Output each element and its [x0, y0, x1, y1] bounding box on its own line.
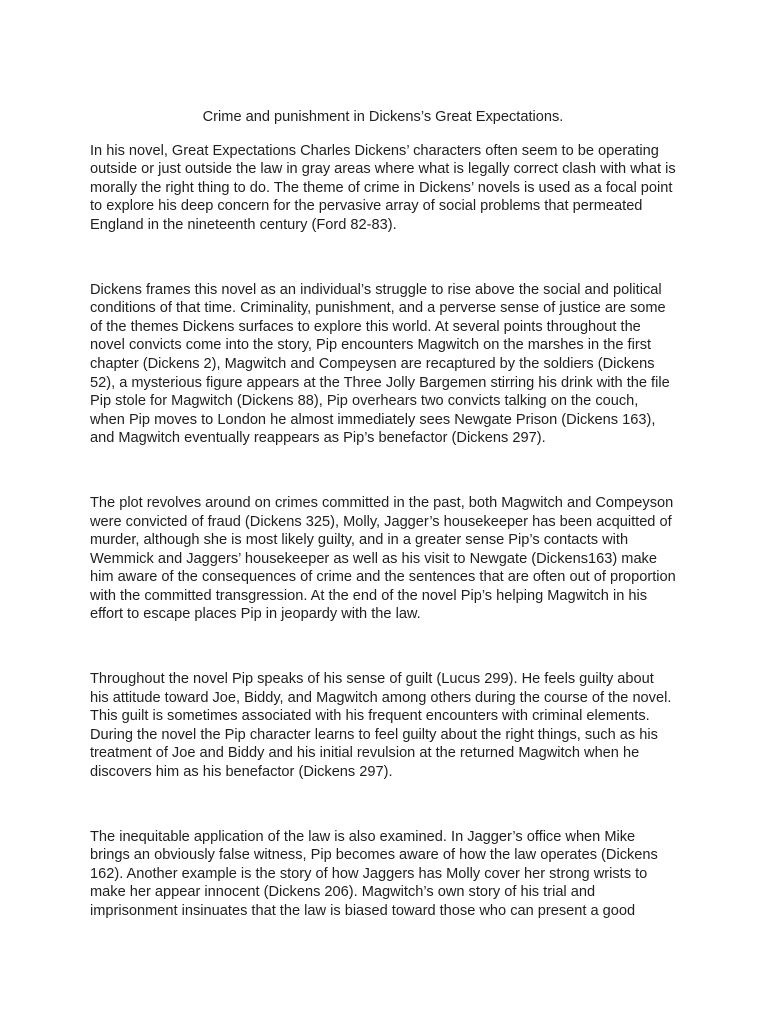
- document-title: Crime and punishment in Dickens’s Great Expectations.: [202, 109, 564, 125]
- paragraph-1: In his novel, Great Expectations Charles Dickens’ characters often seem to be operating outside or just outside the law in gray areas where what is legally correct clash with what is morally the right thing to do. The theme of crime in Dickens’ novels is used as a focal point to explore his deep concern for the pervasive array of social problems that permeated England in the nineteenth century (Ford 82-83).: [90, 142, 676, 233]
- paragraph-5: The inequitable application of the law is also examined. In Jagger’s office when Mike brings an obviously false witness, Pip becomes aware of how the law operates (Dickens 162). Another example is the story of how Jaggers has Molly cover her strong wrists to make her appear innocent (Dickens 206). Magwitch’s own story of his trial and imprisonment insinuates that the law is biased toward those who can present a good: [90, 828, 658, 919]
- paragraph-gap: [90, 624, 676, 670]
- paragraph-2: Dickens frames this novel as an individual’s struggle to rise above the social and political conditions of that time. Criminality, punishment, and a perverse sense of justice are some of the themes Dickens surfaces to explore this world. At several points throughout the novel convicts come into the story, Pip encounters Magwitch on the marshes in the first chapter (Dickens 2), Magwitch and Compeysen are recaptured by the soldiers (Dickens 52), a mysterious figure appears at the Three Jolly Bargemen stirring his drink with the file Pip stole for Magwitch (Dickens 88), Pip overhears two convicts talking on the couch, when Pip moves to London he almost immediately sees Newgate Prison (Dickens 163), and Magwitch eventually reappears as Pip’s benefactor (Dickens 297).: [90, 281, 670, 447]
- paragraph-gap: [90, 448, 676, 494]
- paragraph-gap: [90, 782, 676, 828]
- paragraph-4: Throughout the novel Pip speaks of his sense of guilt (Lucus 299). He feels guilty about his attitude toward Joe, Biddy, and Magwitch among others during the course of the novel. This guilt is sometimes associated with his frequent encounters with criminal elements. During the novel the Pip character learns to feel guilty about the right things, such as his treatment of Joe and Biddy and his initial revulsion at the returned Magwitch when he discovers him as his benefactor (Dickens 297).: [90, 671, 672, 781]
- paragraph-gap: [90, 235, 676, 281]
- paragraph-3: The plot revolves around on crimes committed in the past, both Magwitch and Compeyson were convicted of fraud (Dickens 325), Molly, Jagger’s housekeeper has been acquitted of murder, although she is most likely guilty, and in a greater sense Pip’s contacts with Wemmick and Jaggers’ housekeeper as well as his visit to Newgate (Dickens163) make him aware of the consequences of crime and the sentences that are often out of proportion with the committed transgression. At the end of the novel Pip’s helping Magwitch in his effort to escape places Pip in jeopardy with the law.: [90, 494, 676, 623]
- document-body: [90, 108, 676, 921]
